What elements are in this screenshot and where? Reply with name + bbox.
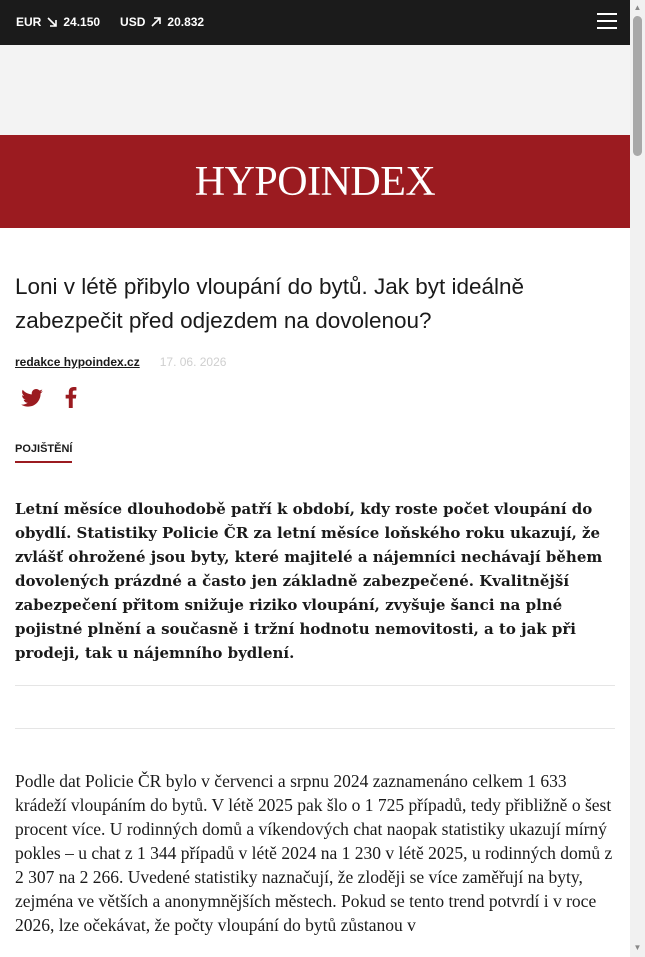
- author-link[interactable]: redakce hypoindex.cz: [15, 355, 140, 369]
- brand-header: [0, 135, 630, 228]
- article-body: Podle dat Policie ČR bylo v červenci a srpnu 2024 zaznamenáno celkem 1 633 krádeží vloupáním do bytů. V létě 2025 pak šlo o 1 725 případů, tedy přibližně o šest procent více. U rodinných domů a víkendových chat naopak statistiky ukazují mírný pokles – u chat z 1 344 případů v létě 2024 na 1 230 v létě 2025, u rodinných domů z 2 307 na 2 266. Uvedené statistiky naznačují, že zloději se více zaměřují na byty, zejména ve větších a anonymnějších městech. Pokud se tento trend potvrdí i v roce 2026, lze očekávat, že počty vloupání do bytů zůstanou v: [15, 771, 613, 935]
- share-buttons: [15, 387, 615, 413]
- rate-eur: [16, 15, 100, 29]
- scroll-down-arrow-icon[interactable]: ▼: [633, 943, 642, 952]
- rate-value: 20.832: [167, 15, 205, 29]
- hamburger-menu-icon[interactable]: [597, 13, 617, 31]
- scrollbar-thumb[interactable]: [633, 16, 642, 156]
- article-meta: [15, 355, 615, 369]
- site-logo[interactable]: HYPOINDEX: [194, 158, 436, 205]
- twitter-icon[interactable]: [21, 389, 43, 412]
- article-title: Loni v létě přibylo vloupání do bytů. Jak byt ideálně zabezpečit před odjezdem na dovolenou?: [15, 274, 525, 333]
- category-tag[interactable]: POJIŠTĚNÍ: [15, 443, 72, 463]
- rate-currency: USD: [120, 15, 146, 29]
- arrow-down-right-icon: [47, 17, 57, 27]
- divider: [15, 686, 615, 729]
- facebook-icon[interactable]: [65, 387, 77, 413]
- arrow-up-right-icon: [151, 17, 161, 27]
- article-perex: Letní měsíce dlouhodobě patří k období, kdy roste počet vloupání do obydlí. Statistiky Policie ČR za letní měsíce loňského roku ukazují, že zvlášť ohrožené jsou byty, které majitelé a nájemníci nechávají během dovolených prázdné a často jen základně zabezpečené. Kvalitnější zabezpečení přitom snižuje riziko vloupání, zvyšuje šanci na plné pojistné plnění a současně i tržní hodnotu nemovitosti, a to jak při prodeji, tak u nájemního bydlení.: [15, 497, 615, 686]
- scroll-up-arrow-icon[interactable]: ▲: [633, 3, 642, 12]
- publish-date: 17. 06. 2026: [159, 355, 227, 369]
- currency-rates: [16, 15, 204, 29]
- top-bar: [0, 0, 645, 45]
- rate-usd: [120, 15, 204, 29]
- rate-value: 24.150: [63, 15, 101, 29]
- article: [15, 228, 615, 937]
- ad-placeholder: [0, 45, 630, 135]
- rate-currency: EUR: [16, 15, 42, 29]
